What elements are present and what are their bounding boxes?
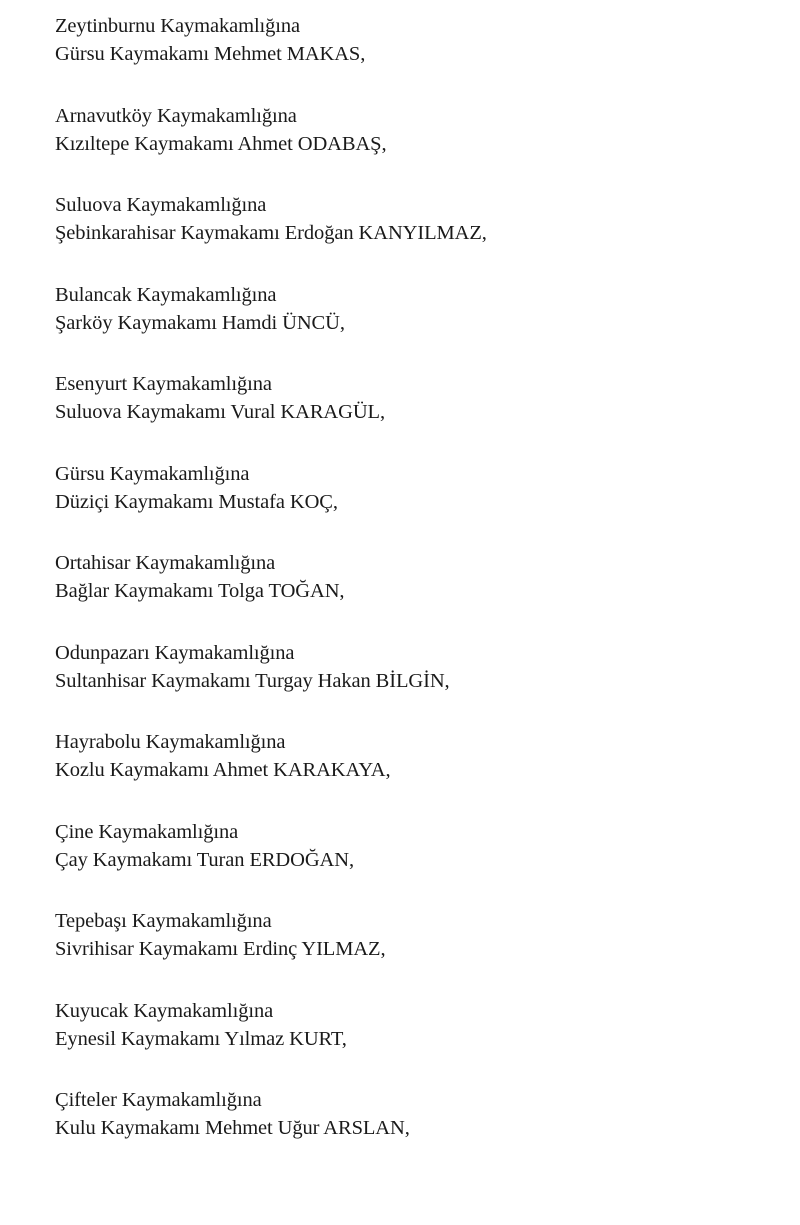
- office-line: Tepebaşı Kaymakamlığına: [55, 910, 272, 932]
- appointment-entry: [55, 460, 755, 550]
- appointee-line: Kulu Kaymakamı Mehmet Uğur ARSLAN,: [55, 1117, 410, 1139]
- office-line: Esenyurt Kaymakamlığına: [55, 373, 272, 395]
- office-line: Kuyucak Kaymakamlığına: [55, 999, 274, 1022]
- office-line: Arnavutköy Kaymakamlığına: [55, 104, 297, 127]
- appointment-entry: [55, 12, 755, 102]
- appointment-entry: [55, 1086, 755, 1176]
- appointment-entry: [55, 370, 755, 460]
- office-line: Hayrabolu Kaymakamlığına: [55, 731, 286, 753]
- office-line: Bulancak Kaymakamlığına: [55, 283, 277, 306]
- appointee-line: Çay Kaymakamı Turan ERDOĞAN,: [55, 848, 354, 871]
- appointment-entry: [55, 102, 755, 192]
- appointment-entry: [55, 907, 755, 997]
- appointee-line: Kızıltepe Kaymakamı Ahmet ODABAŞ,: [55, 132, 387, 155]
- appointee-line: Suluova Kaymakamı Vural KARAGÜL,: [55, 401, 385, 423]
- appointee-line: Şarköy Kaymakamı Hamdi ÜNCÜ,: [55, 311, 345, 334]
- appointee-line: Sivrihisar Kaymakamı Erdinç YILMAZ,: [55, 938, 386, 960]
- office-line: Çine Kaymakamlığına: [55, 820, 239, 843]
- appointment-list: [55, 12, 755, 1176]
- appointee-line: Şebinkarahisar Kaymakamı Erdoğan KANYILMAZ,: [55, 222, 487, 244]
- appointee-line: Sultanhisar Kaymakamı Turgay Hakan BİLGİN,: [55, 669, 450, 692]
- appointee-line: Kozlu Kaymakamı Ahmet KARAKAYA,: [55, 759, 391, 781]
- appointee-line: Bağlar Kaymakamı Tolga TOĞAN,: [55, 580, 345, 602]
- appointment-entry: [55, 281, 755, 371]
- appointment-entry: [55, 818, 755, 908]
- office-line: Odunpazarı Kaymakamlığına: [55, 641, 295, 664]
- appointee-line: Düziçi Kaymakamı Mustafa KOÇ,: [55, 490, 338, 513]
- appointee-line: Eynesil Kaymakamı Yılmaz KURT,: [55, 1027, 347, 1050]
- office-line: Çifteler Kaymakamlığına: [55, 1089, 262, 1111]
- appointment-entry: [55, 997, 755, 1087]
- appointment-entry: [55, 639, 755, 729]
- office-line: Ortahisar Kaymakamlığına: [55, 552, 276, 574]
- office-line: Gürsu Kaymakamlığına: [55, 462, 250, 485]
- office-line: Suluova Kaymakamlığına: [55, 194, 267, 216]
- office-line: Zeytinburnu Kaymakamlığına: [55, 15, 301, 37]
- appointment-entry: [55, 728, 755, 818]
- appointment-entry: [55, 191, 755, 281]
- appointee-line: Gürsu Kaymakamı Mehmet MAKAS,: [55, 43, 366, 65]
- appointment-entry: [55, 549, 755, 639]
